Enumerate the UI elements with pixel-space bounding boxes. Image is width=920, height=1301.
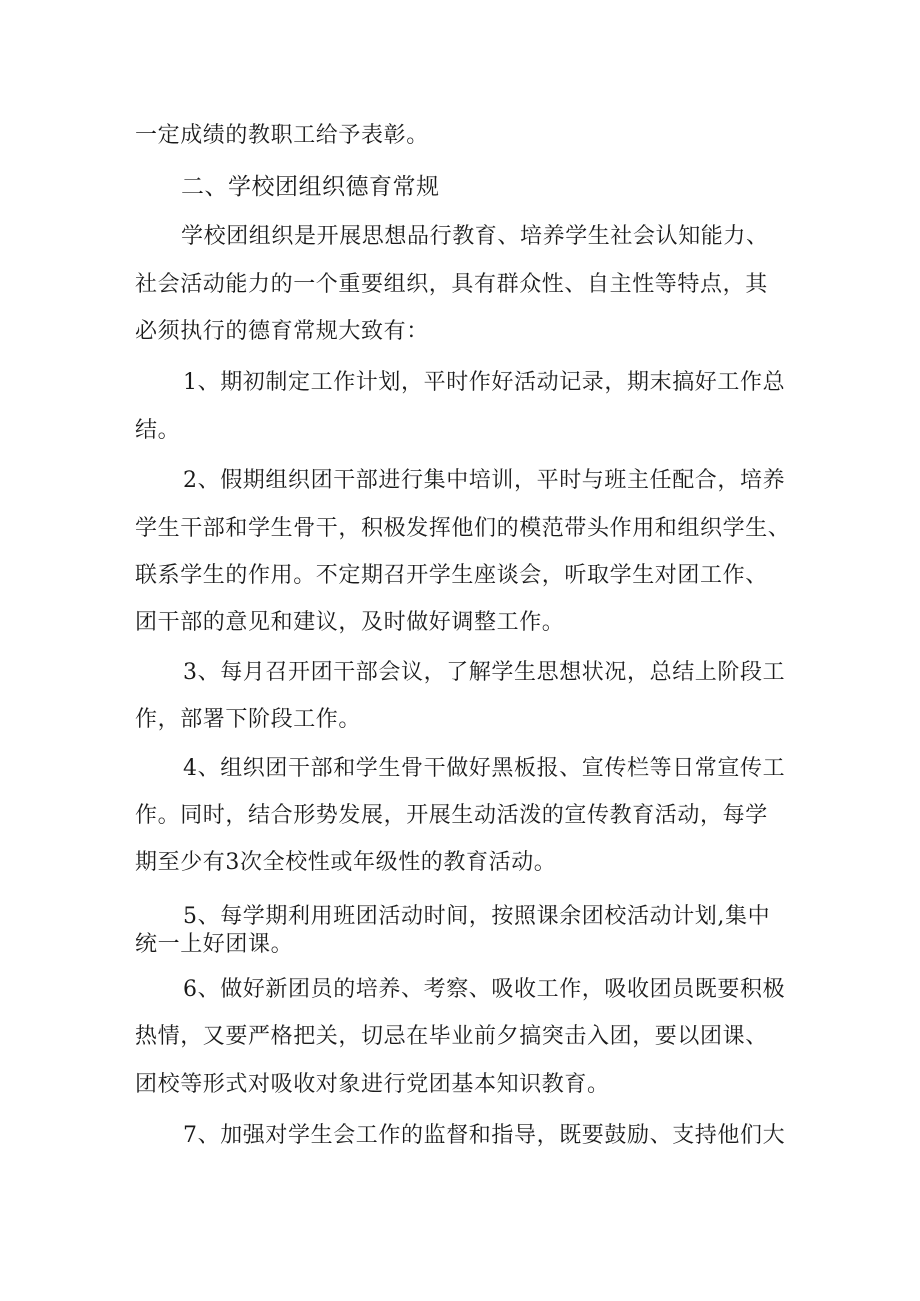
text-line: 学生干部和学生骨干，积极发挥他们的模范带头作用和组织学生、	[135, 516, 791, 541]
text-line: 一定成绩的教职工给予表彰。	[135, 123, 429, 148]
text-line: 期至少有3次全校性或年级性的教育活动。	[135, 850, 557, 875]
section-heading: 二、学校团组织德育常规	[181, 174, 440, 200]
text-line: 学校团组织是开展思想品行教育、培养学生社会认知能力、	[181, 224, 769, 249]
text-line: 热情，又要严格把关，切忌在毕业前夕搞突击入团，要以团课、	[135, 1024, 768, 1049]
text-line: 统一上好团课。	[135, 932, 294, 957]
text-line: 团干部的意见和建议，及时做好调整工作。	[135, 610, 565, 635]
text-line: 社会活动能力的一个重要组织，具有群众性、自主性等特点，其	[135, 272, 768, 297]
text-line: 2、假期组织团干部进行集中培训，平时与班主任配合，培养	[183, 468, 786, 493]
text-line: 5、每学期利用班团活动时间，按照课余团校活动计划,集中	[183, 904, 771, 929]
text-line: 团校等形式对吸收对象进行党团基本知识教育。	[135, 1072, 610, 1097]
text-line: 1、期初制定工作计划，平时作好活动记录，期末搞好工作总	[183, 370, 786, 395]
text-line: 3、每月召开团干部会议，了解学生思想状况，总结上阶段工	[183, 660, 786, 685]
text-line: 6、做好新团员的培养、考察、吸收工作，吸收团员既要积极	[183, 977, 786, 1002]
text-line: 结。	[135, 418, 181, 443]
text-line: 必须执行的德育常规大致有：	[135, 319, 429, 344]
text-line: 联系学生的作用。不定期召开学生座谈会，听取学生对团工作、	[135, 563, 768, 588]
text-line: 作，部署下阶段工作。	[135, 707, 362, 732]
text-line: 7、加强对学生会工作的监督和指导，既要鼓励、支持他们大	[183, 1123, 786, 1148]
text-line: 作。同时，结合形势发展，开展生动活泼的宣传教育活动，每学	[135, 803, 768, 828]
text-line: 4、组织团干部和学生骨干做好黑板报、宣传栏等日常宣传工	[183, 756, 786, 781]
